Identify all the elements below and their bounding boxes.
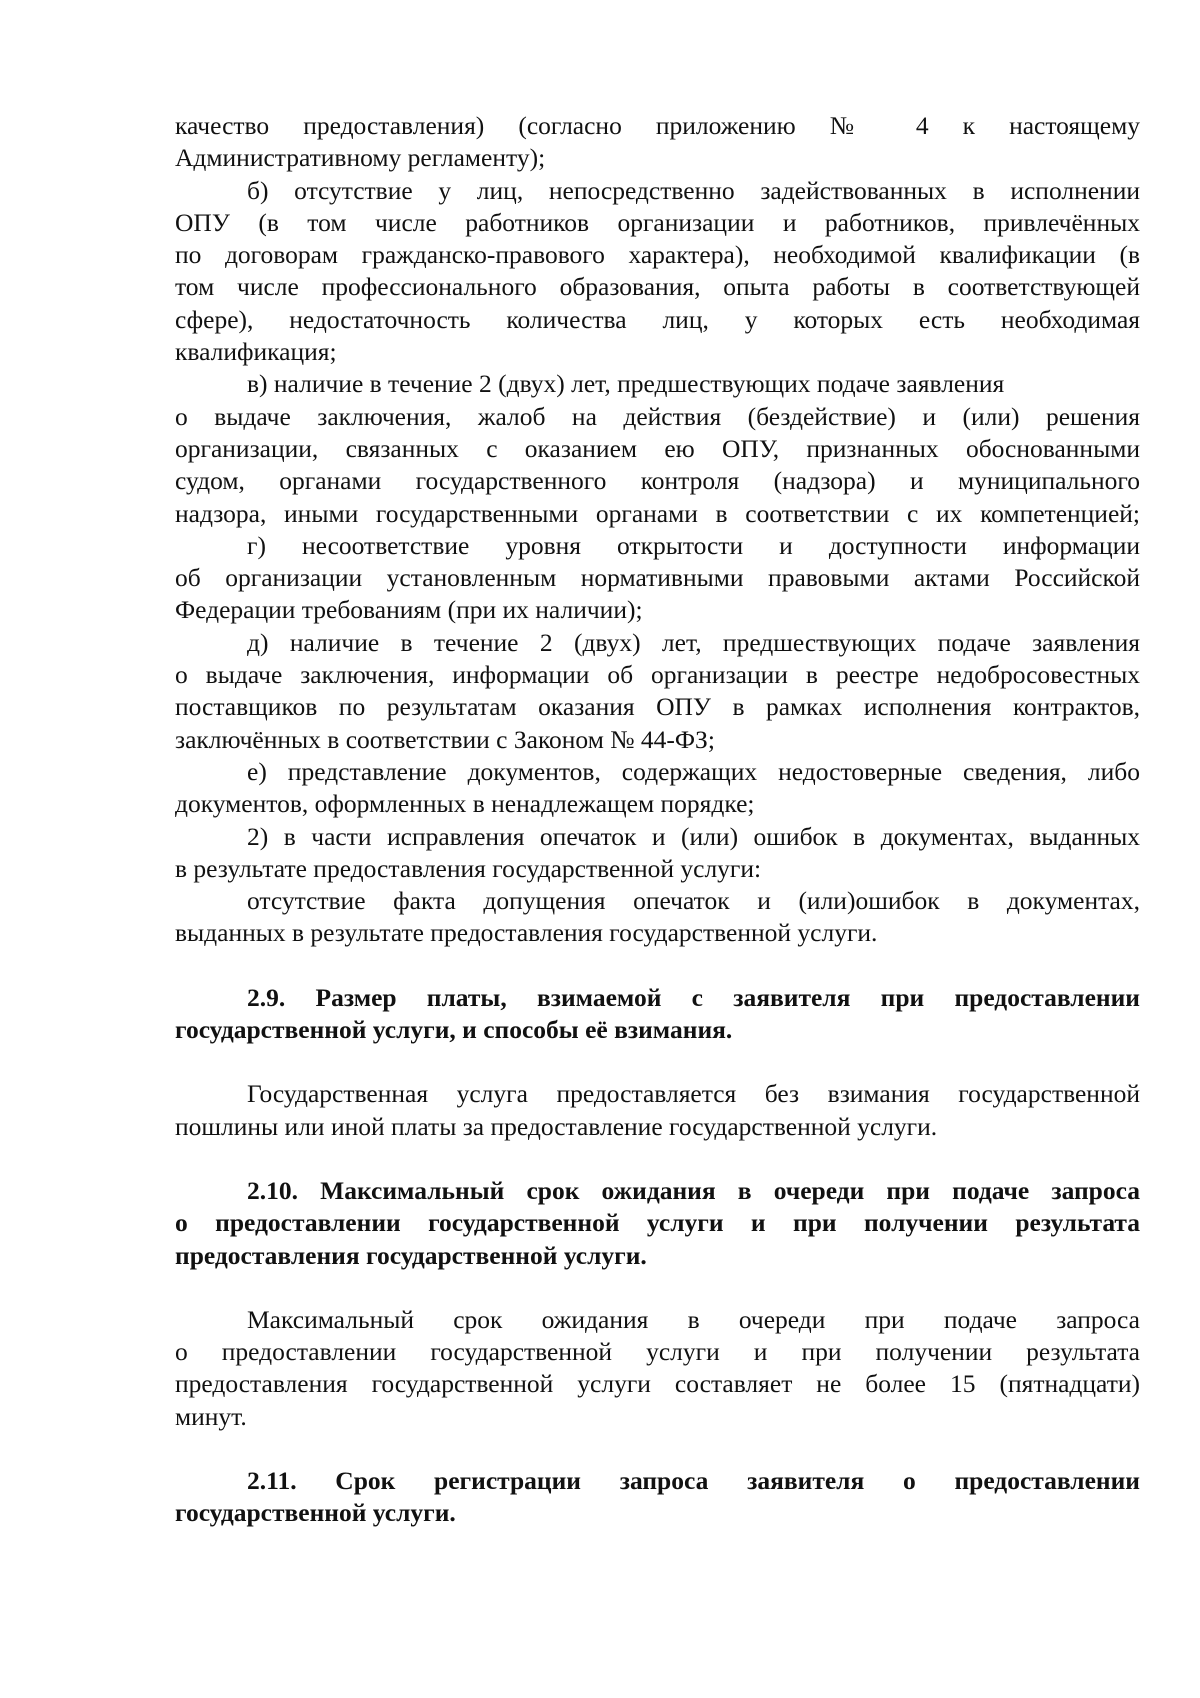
paragraph-prev-continuation	[175, 110, 1140, 175]
text-line: Максимальный срок ожидания в очереди при подаче запроса	[247, 1304, 1140, 1334]
text-line: б) отсутствие у лиц, непосредственно задействованных в исполнении	[247, 175, 1140, 205]
text-line: д) наличие в течение 2 (двух) лет, предшествующих подаче заявления	[247, 627, 1140, 657]
section-heading-2-9	[175, 982, 1140, 1047]
text-line: заключённых в соответствии с Законом № 44-ФЗ;	[175, 724, 715, 754]
text-line: предоставления государственной услуги составляет не более 15 (пятнадцати)	[175, 1369, 1140, 1399]
section-heading-2-10	[175, 1175, 1140, 1272]
heading-line: государственной услуги, и способы её взимания.	[175, 1015, 733, 1045]
paragraph-item-e	[175, 756, 1140, 821]
text-line: 2) в части исправления опечаток и (или) ошибок в документах, выданных	[247, 821, 1140, 851]
text-line: минут.	[175, 1401, 247, 1431]
section-2-9-body	[175, 1078, 1140, 1143]
text-line: отсутствие факта допущения опечаток и (или)ошибок в документах,	[247, 886, 1140, 916]
heading-line: 2.9. Размер платы, взимаемой с заявителя при предоставлении	[247, 982, 1140, 1012]
text-line: том числе профессионального образования, опыта работы в соответствующей	[175, 272, 1140, 302]
text-line: в результате предоставления государственной услуги:	[175, 853, 762, 883]
text-line: выданных в результате предоставления государственной услуги.	[175, 918, 878, 948]
text-line: качество предоставления) (согласно приложению № 4 к настоящему	[175, 111, 1140, 140]
paragraph-item-2-text	[175, 885, 1140, 950]
text-line: об организации установленным нормативными правовыми актами Российской	[175, 563, 1140, 593]
heading-line: 2.10. Максимальный срок ожидания в очереди при подаче запроса	[247, 1175, 1140, 1205]
section-heading-2-11	[175, 1465, 1140, 1530]
text-line: надзора, иными государственными органами в соответствии с их компетенцией;	[175, 498, 1140, 528]
text-line: о предоставлении государственной услуги и при получении результата	[175, 1337, 1140, 1367]
text-line: квалификация;	[175, 337, 337, 367]
text-line: Административному регламенту);	[175, 143, 546, 173]
text-line: пошлины или иной платы за предоставление государственной услуги.	[175, 1111, 938, 1141]
text-line: поставщиков по результатам оказания ОПУ в рамках исполнения контрактов,	[175, 692, 1140, 722]
text-line: о выдаче заключения, жалоб на действия (бездействие) и (или) решения	[175, 401, 1140, 431]
text-line: Федерации требованиям (при их наличии);	[175, 595, 643, 625]
text-line: сфере), недостаточность количества лиц, у которых есть необходимая	[175, 304, 1140, 334]
text-line: Государственная услуга предоставляется без взимания государственной	[247, 1079, 1140, 1109]
text-line: е) представление документов, содержащих недостоверные сведения, либо	[247, 756, 1140, 786]
section-2-10-body	[175, 1304, 1140, 1433]
text-line: организации, связанных с оказанием ею ОПУ, признанных обоснованными	[175, 433, 1140, 463]
paragraph-item-d	[175, 627, 1140, 756]
heading-line: государственной услуги.	[175, 1498, 456, 1528]
paragraph-item-b	[175, 175, 1140, 369]
text-line: г) несоответствие уровня открытости и доступности информации	[247, 530, 1140, 560]
paragraph-item-v	[175, 368, 1140, 529]
heading-line: предоставления государственной услуги.	[175, 1240, 647, 1270]
heading-line: о предоставлении государственной услуги и при получении результата	[175, 1208, 1140, 1238]
text-line: ОПУ (в том числе работников организации и работников, привлечённых	[175, 207, 1140, 237]
text-line: судом, органами государственного контроля (надзора) и муниципального	[175, 466, 1140, 496]
text-line: в) наличие в течение 2 (двух) лет, предшествующих подаче заявления	[247, 369, 1005, 399]
text-line: о выдаче заключения, информации об организации в реестре недобросовестных	[175, 660, 1140, 690]
heading-line: 2.11. Срок регистрации запроса заявителя о предоставлении	[247, 1465, 1140, 1495]
text-line: по договорам гражданско-правового характера), необходимой квалификации (в	[175, 240, 1140, 270]
paragraph-item-g	[175, 530, 1140, 627]
paragraph-item-2	[175, 821, 1140, 886]
text-line: документов, оформленных в ненадлежащем порядке;	[175, 789, 755, 819]
